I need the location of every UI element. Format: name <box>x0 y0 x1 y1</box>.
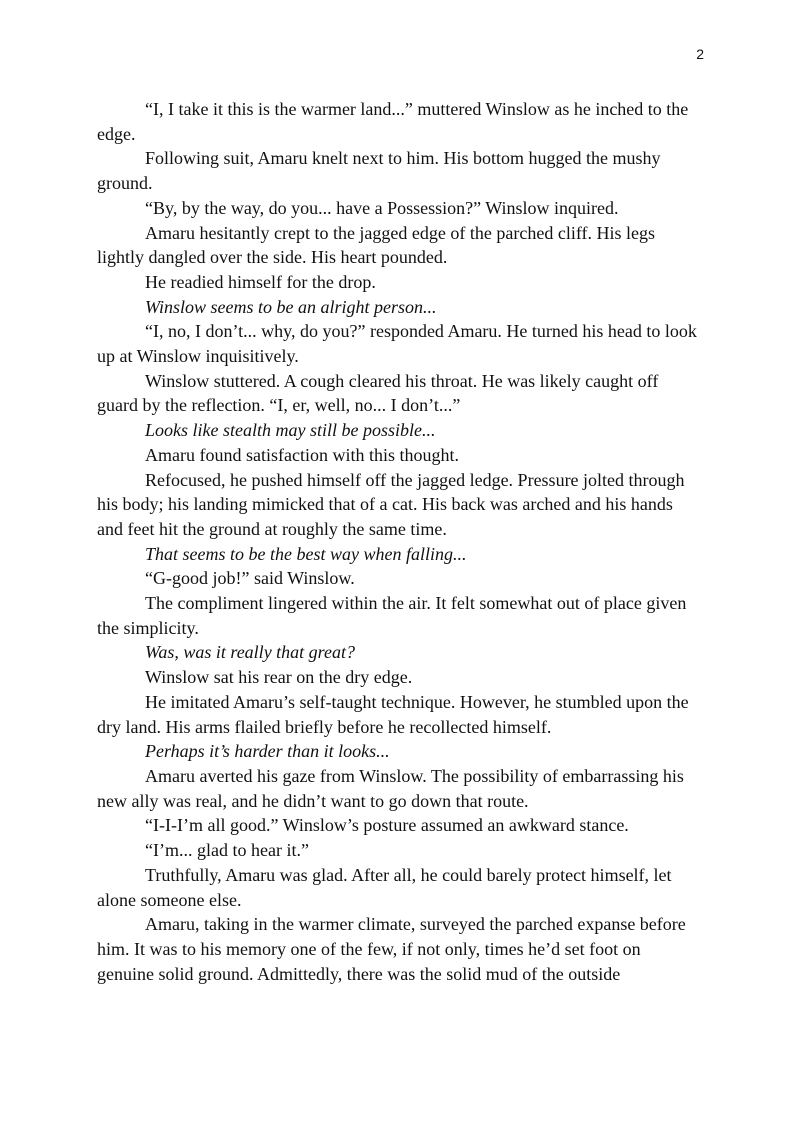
paragraph: Perhaps it’s harder than it looks... <box>145 741 390 762</box>
paragraph: Winslow seems to be an alright person... <box>145 296 437 317</box>
paragraph: “G-good job!” said Winslow. <box>145 568 355 589</box>
paragraph: That seems to be the best way when falling... <box>145 543 467 564</box>
paragraph: “I, I take it this is the warmer land...” muttered Winslow as he inched to the edge. <box>97 99 689 144</box>
paragraph: Following suit, Amaru knelt next to him. His bottom hugged the mushy ground. <box>97 148 661 194</box>
paragraph: Refocused, he pushed himself off the jagged ledge. Pressure jolted through his body; his landing mimicked that of a cat. His back was arched and his hands and feet hit the ground at roughly the same time. <box>97 469 685 539</box>
paragraph: Winslow sat his rear on the dry edge. <box>145 667 413 688</box>
paragraph: He imitated Amaru’s self-taught technique. However, he stumbled upon the dry land. His arms flailed briefly before he recollected himself. <box>97 691 689 737</box>
paragraph: Amaru, taking in the warmer climate, surveyed the parched expanse before him. It was to his memory one of the few, if not only, times he’d set foot on genuine solid ground. Admittedly, there was the solid mud of the outside <box>97 914 686 984</box>
paragraph: Was, was it really that great? <box>145 642 356 663</box>
paragraph: The compliment lingered within the air. It felt somewhat out of place given the simplicity. <box>97 593 687 638</box>
body-text <box>97 97 701 986</box>
paragraph: “I-I-I’m all good.” Winslow’s posture assumed an awkward stance. <box>145 815 629 836</box>
paragraph: Winslow stuttered. A cough cleared his throat. He was likely caught off guard by the reflection. “I, er, well, no... I don’t...” <box>97 370 659 416</box>
paragraph: “I, no, I don’t... why, do you?” responded Amaru. He turned his head to look up at Winslow inquisitively. <box>97 321 697 367</box>
page-number: 2 <box>696 46 704 62</box>
paragraph: “By, by the way, do you... have a Possession?” Winslow inquired. <box>145 197 619 218</box>
paragraph: Amaru averted his gaze from Winslow. The possibility of embarrassing his new ally was real, and he didn’t want to go down that route. <box>97 765 684 811</box>
paragraph: Amaru found satisfaction with this thought. <box>145 444 459 465</box>
paragraph: Truthfully, Amaru was glad. After all, he could barely protect himself, let alone someone else. <box>97 864 672 910</box>
paragraph: Amaru hesitantly crept to the jagged edge of the parched cliff. His legs lightly dangled over the side. His heart pounded. <box>97 222 655 268</box>
paragraph: Looks like stealth may still be possible... <box>145 420 436 441</box>
paragraph: “I’m... glad to hear it.” <box>145 840 309 861</box>
paragraph: He readied himself for the drop. <box>145 271 376 292</box>
